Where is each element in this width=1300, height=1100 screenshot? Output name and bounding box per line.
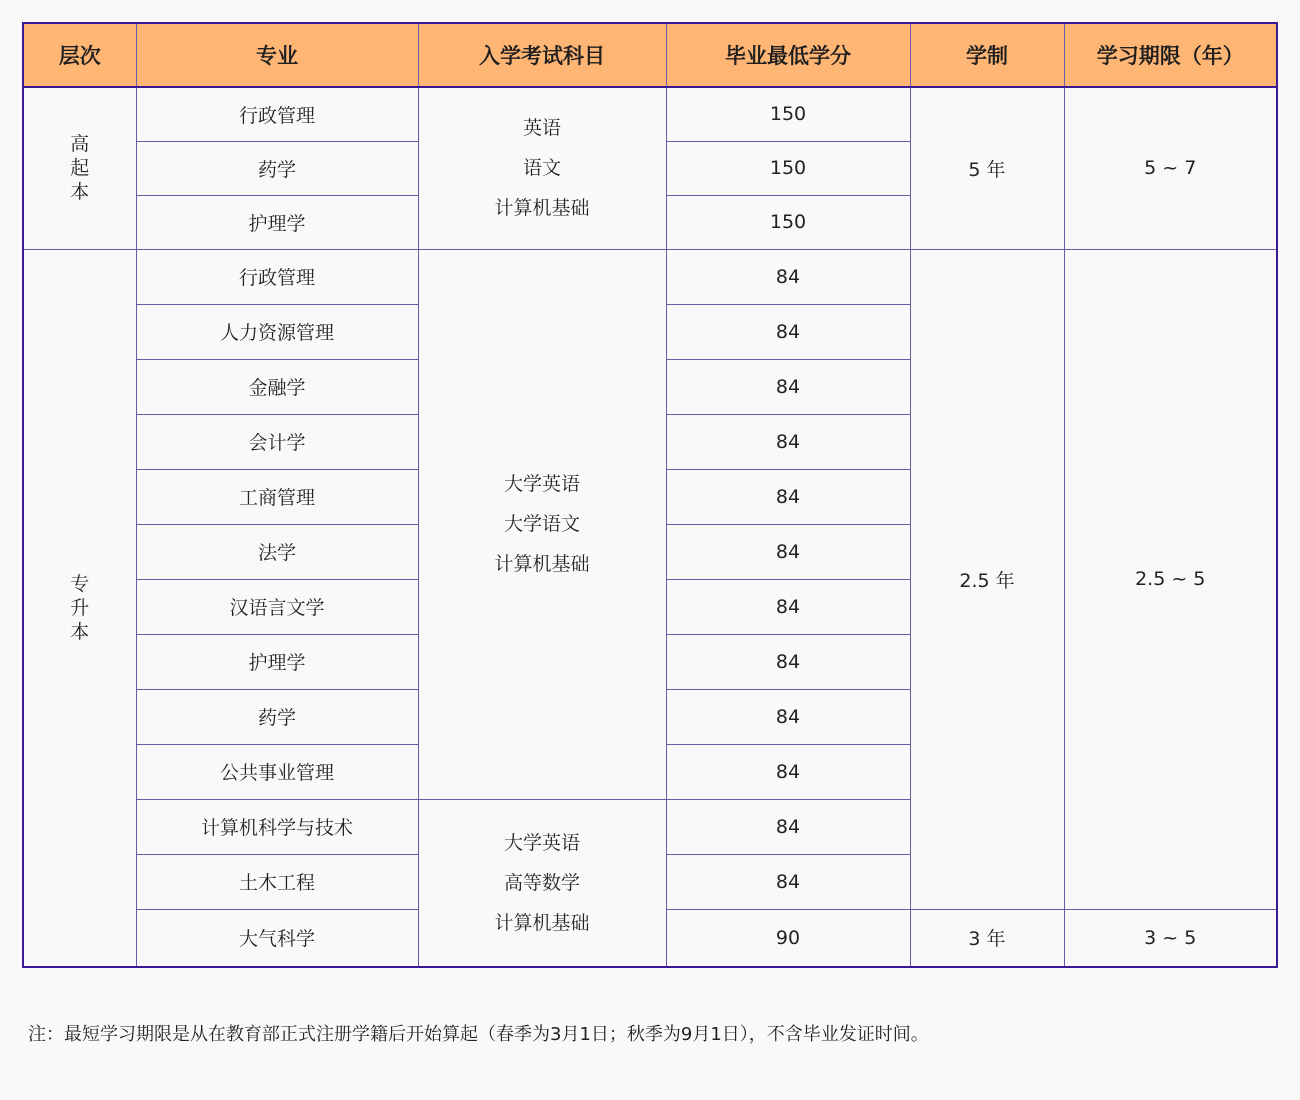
level-char: 本 [70, 181, 90, 204]
major-cell: 公共事业管理 [136, 744, 418, 799]
major-cell: 行政管理 [136, 249, 418, 304]
major-cell: 金融学 [136, 359, 418, 414]
header-row [23, 23, 1277, 87]
duration-cell: 2.5 ~ 5 [1064, 249, 1277, 909]
major-cell: 护理学 [136, 195, 418, 249]
credits-cell: 84 [666, 634, 910, 689]
exam-subject: 高等数学 [503, 871, 580, 894]
major-cell: 计算机科学与技术 [136, 799, 418, 854]
program-table [22, 22, 1278, 968]
major-cell: 工商管理 [136, 469, 418, 524]
header-level: 层次 [23, 23, 136, 87]
credits-cell: 84 [666, 854, 910, 909]
system-cell: 2.5 年 [910, 249, 1064, 909]
credits-cell: 150 [666, 141, 910, 195]
exam-subjects-cell [418, 87, 666, 249]
credits-cell: 84 [666, 414, 910, 469]
level-char: 起 [70, 157, 90, 180]
exam-subjects-cell [418, 249, 666, 799]
header-system: 学制 [910, 23, 1064, 87]
credits-cell: 150 [666, 195, 910, 249]
credits-cell: 84 [666, 799, 910, 854]
header-credits: 毕业最低学分 [666, 23, 910, 87]
major-cell: 人力资源管理 [136, 304, 418, 359]
major-cell: 会计学 [136, 414, 418, 469]
major-cell: 大气科学 [136, 909, 418, 967]
footnote: 注：最短学习期限是从在教育部正式注册学籍后开始算起（春季为3月1日；秋季为9月1日），不含毕业发证时间。 [28, 1024, 929, 1045]
exam-subject: 计算机基础 [494, 911, 590, 934]
duration-cell: 3 ~ 5 [1064, 909, 1277, 967]
exam-subject: 语文 [522, 157, 561, 180]
header-major: 专业 [136, 23, 418, 87]
table-row [23, 87, 1277, 141]
exam-subject: 大学英语 [503, 831, 580, 854]
level-cell-zhuanshengben [23, 249, 136, 967]
exam-subject: 计算机基础 [494, 197, 590, 220]
credits-cell: 84 [666, 579, 910, 634]
exam-subject: 大学英语 [503, 473, 580, 495]
major-cell: 法学 [136, 524, 418, 579]
table-container [22, 22, 1276, 968]
exam-subjects-cell [418, 799, 666, 967]
credits-cell: 150 [666, 87, 910, 141]
exam-subject: 大学语文 [503, 513, 580, 535]
exam-subject: 英语 [522, 117, 561, 140]
major-cell: 护理学 [136, 634, 418, 689]
level-cell-gaoqiben [23, 87, 136, 249]
duration-cell: 5 ~ 7 [1064, 87, 1277, 249]
credits-cell: 84 [666, 304, 910, 359]
header-duration: 学习期限（年） [1064, 23, 1277, 87]
major-cell: 行政管理 [136, 87, 418, 141]
credits-cell: 84 [666, 524, 910, 579]
credits-cell: 84 [666, 359, 910, 414]
credits-cell: 84 [666, 249, 910, 304]
level-char: 高 [70, 133, 90, 156]
credits-cell: 84 [666, 744, 910, 799]
major-cell: 药学 [136, 141, 418, 195]
major-cell: 土木工程 [136, 854, 418, 909]
level-char: 升 [70, 596, 90, 619]
level-char: 本 [70, 620, 90, 643]
credits-cell: 84 [666, 469, 910, 524]
credits-cell: 90 [666, 909, 910, 967]
table-row [23, 249, 1277, 304]
exam-subject: 计算机基础 [494, 553, 590, 575]
major-cell: 汉语言文学 [136, 579, 418, 634]
system-cell: 3 年 [910, 909, 1064, 967]
level-char: 专 [70, 572, 90, 595]
credits-cell: 84 [666, 689, 910, 744]
header-exam: 入学考试科目 [418, 23, 666, 87]
system-cell: 5 年 [910, 87, 1064, 249]
major-cell: 药学 [136, 689, 418, 744]
